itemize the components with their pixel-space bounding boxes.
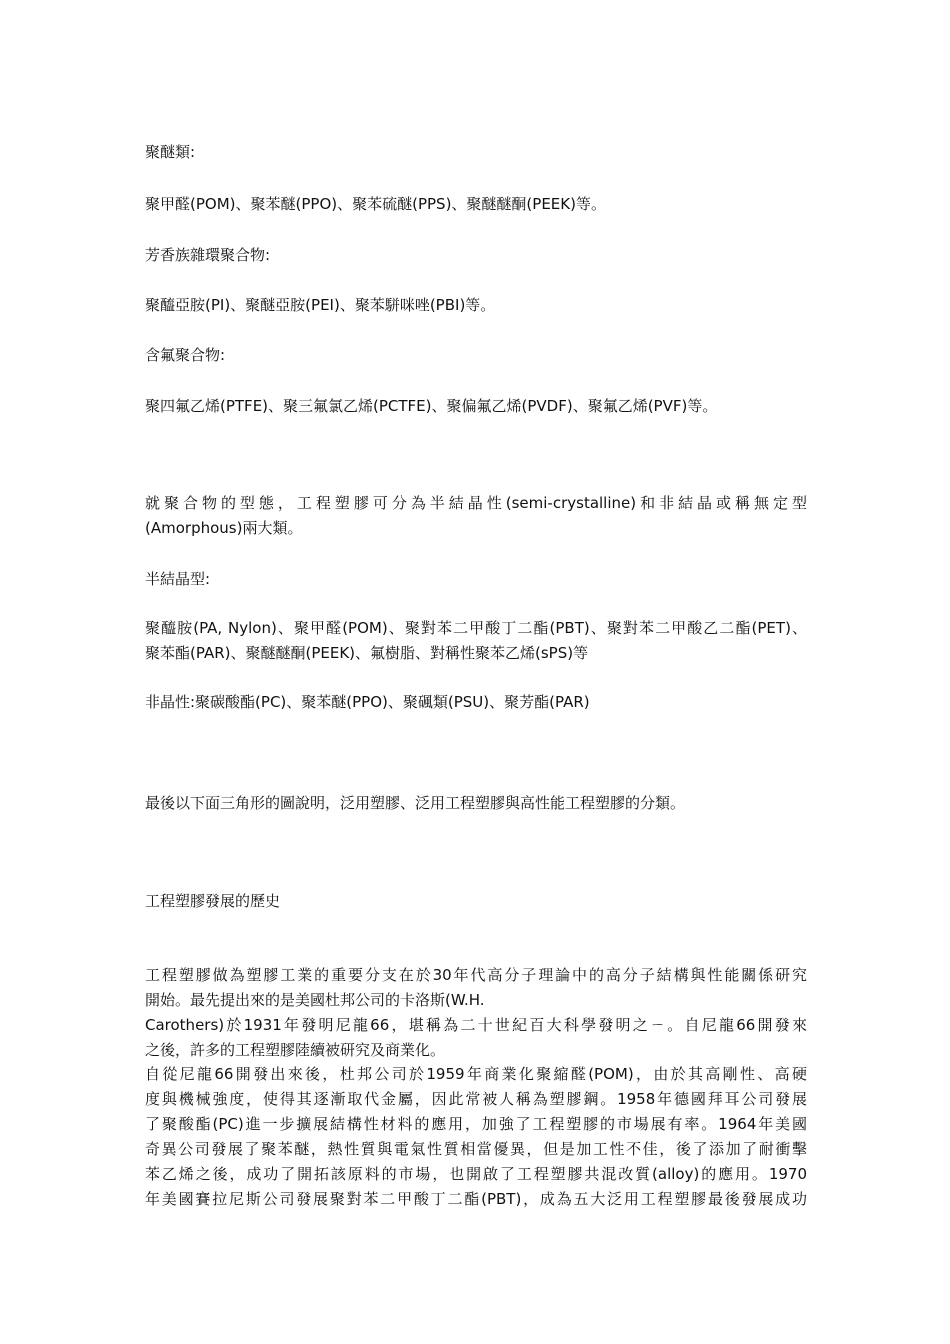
history-line: 開始。最先提出來的是美國杜邦公司的卡洛斯(W.H. — [145, 991, 485, 1009]
polyether-heading: 聚醚類: — [145, 143, 196, 161]
triangle-caption: 最後以下面三角形的圖說明，泛用塑膠、泛用工程塑膠與高性能工程塑膠的分類。 — [145, 794, 686, 812]
history-line: 奇異公司發展了聚苯醚，熱性質與電氣性質相當優異，但是加工性不佳，後了添加了耐衝擊 — [145, 1140, 807, 1158]
semicrystalline-heading: 半結晶型: — [145, 570, 211, 588]
history-line: 苯乙烯之後，成功了開拓該原料的市場，也開啟了工程塑膠共混改質(alloy)的應用。1970 — [145, 1165, 807, 1183]
history-line: 了聚酸酯(PC)進一步擴展結構性材料的應用，加強了工程塑膠的市場展有率。1964年美國 — [145, 1115, 807, 1133]
aromatic-list: 聚醯亞胺(PI)、聚醚亞胺(PEI)、聚苯駢咪唑(PBI)等。 — [145, 296, 496, 314]
semicrystalline-line-1: 聚醯胺(PA, Nylon)、聚甲醛(POM)、聚對苯二甲酸丁二酯(PBT)、聚對苯二甲酸乙二酯(PET)、 — [145, 619, 807, 637]
history-heading: 工程塑膠發展的歷史 — [145, 892, 281, 910]
history-line: 自從尼龍66開發出來後，杜邦公司於1959年商業化聚縮醛(POM)，由於其高剛性、高硬 — [145, 1065, 807, 1083]
history-line: 年美國賽拉尼斯公司發展聚對苯二甲酸丁二酯(PBT)，成為五大泛用工程塑膠最後發展成功 — [145, 1190, 807, 1208]
semicrystalline-line-2: 聚苯酯(PAR)、聚醚醚酮(PEEK)、氟樹脂、對稱性聚苯乙烯(sPS)等 — [145, 644, 589, 662]
fluoro-heading: 含氟聚合物: — [145, 346, 226, 364]
history-line: Carothers)於1931年發明尼龍66，堪稱為二十世紀百大科學發明之ㄧ。自尼龍66開發來 — [145, 1016, 807, 1034]
aromatic-heading: 芳香族雜環聚合物: — [145, 246, 271, 264]
history-line: 之後，許多的工程塑膠陸續被研究及商業化。 — [145, 1041, 446, 1059]
morphology-line-2: (Amorphous)兩大類。 — [145, 519, 303, 537]
fluoro-list: 聚四氟乙烯(PTFE)、聚三氟氯乙烯(PCTFE)、聚偏氟乙烯(PVDF)、聚氟乙烯(PVF)等。 — [145, 397, 718, 415]
morphology-line-1: 就聚合物的型態，工程塑膠可分為半結晶性(semi-crystalline)和非結晶或稱無定型 — [145, 494, 807, 512]
amorphous-line: 非晶性:聚碳酸酯(PC)、聚苯醚(PPO)、聚碸類(PSU)、聚芳酯(PAR) — [145, 693, 590, 711]
history-line: 度與機械強度，使得其逐漸取代金屬，因此常被人稱為塑膠鋼。1958年德國拜耳公司發展 — [145, 1090, 807, 1108]
polyether-list: 聚甲醛(POM)、聚苯醚(PPO)、聚苯硫醚(PPS)、聚醚醚酮(PEEK)等。 — [145, 195, 606, 213]
history-line: 工程塑膠做為塑膠工業的重要分支在於30年代高分子理論中的高分子結構與性能關係研究 — [145, 966, 807, 984]
